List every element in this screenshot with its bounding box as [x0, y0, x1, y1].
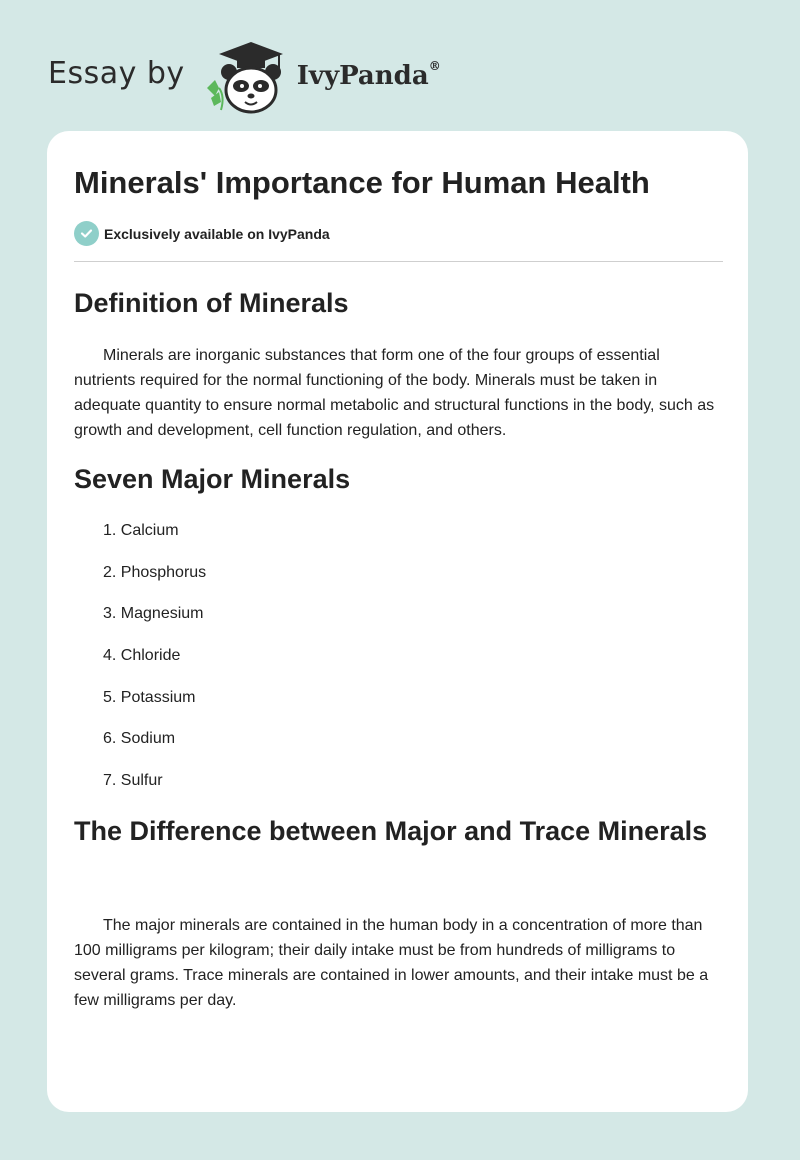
section-heading: Definition of Minerals	[74, 288, 349, 318]
list-item: 5. Potassium	[103, 688, 196, 706]
list-item: 7. Sulfur	[103, 772, 163, 790]
list-item: 6. Sodium	[103, 730, 176, 748]
list-item: 4. Chloride	[103, 647, 181, 665]
exclusive-badge	[74, 221, 330, 246]
section-paragraph: The major minerals are contained in the human body in a concentration of more than 100 milligrams per kilogram; their daily intake must be from hundreds of milligrams to several grams. Trace minerals are contained in lower amounts, and their intake must be a few milligrams per day.	[74, 917, 709, 1009]
section-paragraph: Minerals are inorganic substances that form one of the four groups of essential nutrients required for the normal functioning of the body. Minerals must be taken in adequate quantity to ensure normal metabolic and structural functions in the body, such as growth and development, cell function regulation, and others.	[74, 347, 715, 439]
section-heading: Seven Major Minerals	[74, 464, 351, 494]
list-item: 2. Phosphorus	[103, 563, 207, 581]
section-heading: The Difference between Major and Trace Minerals	[74, 816, 708, 846]
check-icon	[74, 221, 99, 246]
essay-by-label: Essay by	[48, 55, 185, 91]
list-item: 1. Calcium	[103, 522, 179, 539]
registered-mark: ®	[428, 59, 441, 73]
minerals-list	[103, 521, 206, 813]
divider	[74, 261, 723, 262]
site-header	[48, 36, 488, 116]
badge-label: Exclusively available on IvyPanda	[104, 225, 330, 242]
brand-name[interactable]: IvyPanda®	[296, 59, 441, 91]
panda-logo-icon[interactable]	[199, 36, 293, 116]
essay-card	[47, 131, 748, 1112]
page-title: Minerals' Importance for Human Health	[74, 165, 650, 200]
list-item: 3. Magnesium	[103, 605, 204, 623]
